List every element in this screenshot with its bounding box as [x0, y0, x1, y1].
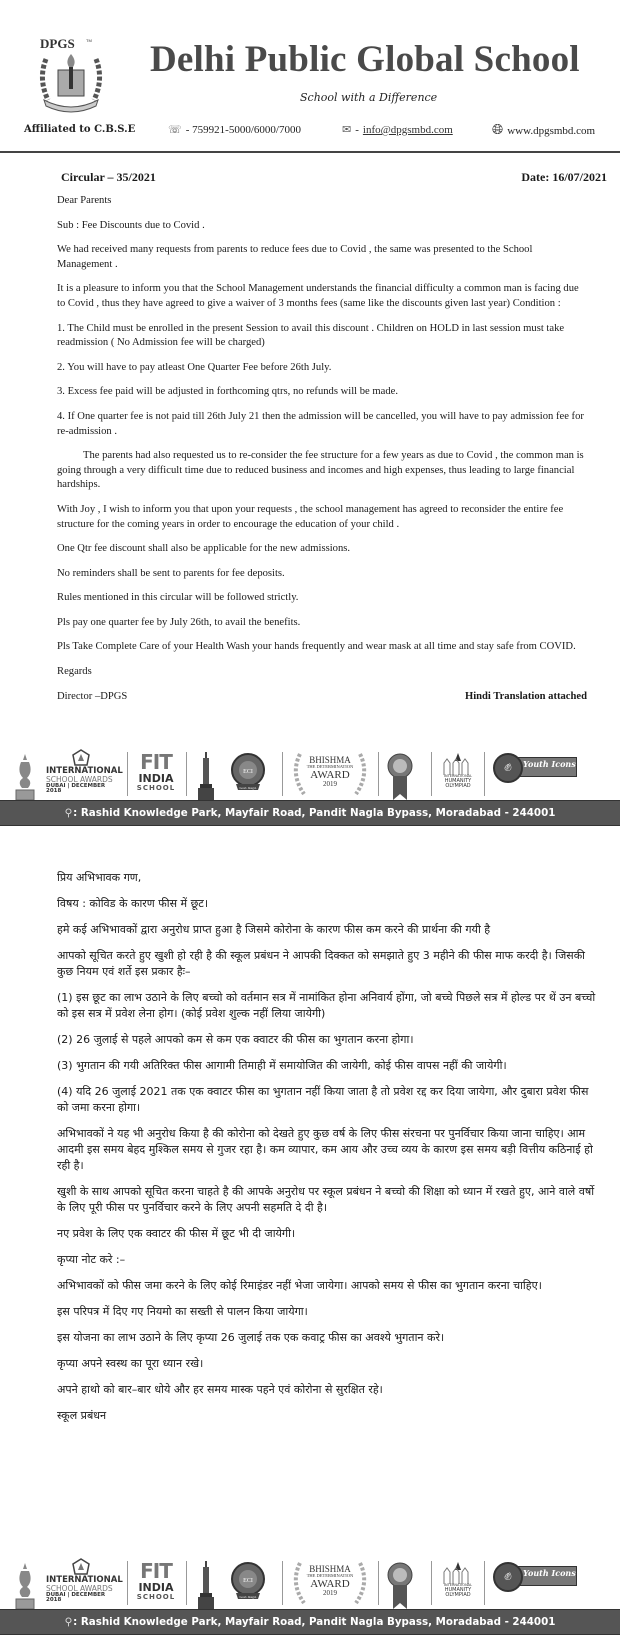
hindi-condition: (1) इस छूट का लाभ उठाने के लिए बच्चो को वर्तमान सत्र में नामांकित होना अनिवार्य होंगा, जो बच्चे पिछले सत्र में होल्ड पर थें उन बच्चो को इस सत्र में प्रवेश लेना होग। (कोई प्रवेश शुल्क नहीं लिया जायेगी)	[57, 991, 596, 1020]
divider	[484, 1561, 485, 1605]
hindi-note: अभिभावकों को फीस जमा करने के लिए कोई रिमाइंडर नहीं भेजा जायेगा। आपको समय से फीस का भुगतान करना चाहिए।	[57, 1279, 542, 1292]
hindi-condition: (3) भुगतान की गयी अतिरिक्त फीस आगामी तिमाही में समायोजित की जायेगी, कोई फीस वापस नहीं की जायेगी।	[57, 1059, 507, 1072]
paragraph: Pls pay one quarter fee by July 26th, to avail the benefits.	[57, 616, 301, 628]
condition-item: 2. You will have to pay atleast One Quarter Fee before 26th July.	[57, 361, 332, 373]
award-text: HUMANITY	[444, 777, 472, 784]
subject: Sub : Fee Discounts due to Covid .	[57, 219, 205, 231]
signatory: Director –DPGS	[57, 690, 128, 702]
eci-text: ECI	[243, 1578, 253, 1584]
address-bar	[0, 800, 620, 826]
award-text: HUMANITY	[444, 1586, 472, 1593]
statue-trophy-icon	[196, 742, 216, 802]
paragraph: It is a pleasure to inform you that the School Management understands the financial difficulty a common man is facing due to Covid , thus they have agreed to give a waiver of 3 months fees (same like the discounts given last year) Condition :	[57, 283, 579, 309]
bhishma-award-logo	[290, 1551, 370, 1611]
hindi-salutation: प्रिय अभिभावक गण,	[57, 871, 142, 884]
hindi-note: इस योजना का लाभ उठाने के लिए कृप्या 26 जुलाई तक एक कवाट्र फीस का अवश्ये भुगतान करे।	[57, 1331, 445, 1344]
hindi-condition: (2) 26 जुलाई से पहले आपको कम से कम एक क्वाटर की फीस का भुगतान करना होगा।	[57, 1033, 414, 1046]
hindi-subject: विषय : कोविड के कारण फीस में छूट।	[57, 897, 208, 910]
paragraph: We had received many requests from parents to reduce fees due to Covid , the same was presented to the School Management .	[57, 244, 533, 270]
contact-row	[0, 124, 620, 140]
logo-tm: TM	[86, 38, 92, 43]
award-text: INTERNATIONAL	[46, 765, 123, 776]
award-text: 2019	[323, 1588, 337, 1597]
award-text: FIT	[140, 1559, 172, 1584]
youth-icons-logo	[493, 742, 577, 802]
medal-ribbon-icon	[386, 1551, 414, 1611]
logo-text: DPGS	[40, 36, 75, 51]
eci-sub-text: Govt. Regd.	[239, 1595, 257, 1599]
international-school-awards-logo	[46, 1551, 123, 1611]
fit-india-logo	[134, 742, 178, 802]
affiliation: Affiliated to C.B.S.E	[24, 124, 136, 135]
school-name: Delhi Public Global School	[150, 39, 580, 80]
humanity-olympiad-logo	[440, 1551, 476, 1611]
condition-item: 4. If One quarter fee is not paid till 26th July 21 then the admission will be cancelled, you will have to pay admission fee for re-admission .	[57, 410, 584, 437]
divider	[186, 752, 187, 796]
fist-icon: ✊︎	[493, 753, 523, 783]
statue-trophy-icon	[196, 1551, 216, 1611]
award-text: SCHOOL AWARDS	[46, 774, 113, 784]
award-text: FIT	[140, 750, 172, 775]
divider	[282, 1561, 283, 1605]
youth-icons-logo	[493, 1551, 577, 1611]
paragraph: Pls Take Complete Care of your Health Wash your hands frequently and wear mask at all time and stay safe from COVID.	[57, 641, 576, 653]
paragraph: Rules mentioned in this circular will be followed strictly.	[57, 592, 299, 604]
star-emblem-icon	[72, 1558, 90, 1576]
divider	[378, 1561, 379, 1605]
email-contact	[342, 124, 453, 136]
school-tagline: School with a Difference	[300, 91, 438, 104]
award-text: Youth Icons	[523, 759, 576, 769]
award-text: SCHOOL	[136, 1592, 176, 1601]
award-text: INTERNATIONAL	[443, 1582, 473, 1587]
divider	[127, 1561, 128, 1605]
divider	[378, 752, 379, 796]
closing: Regards	[57, 666, 92, 678]
circular-title-row	[57, 170, 607, 186]
award-text: DUBAI | DECEMBER 2018	[46, 1591, 106, 1604]
hindi-note: अपने हाथो को बार–बार धोये और हर समय मास्क पहने एवं कोरोना से सुरक्षित रहे।	[57, 1383, 383, 1396]
email-link[interactable]: info@dpgsmbd.com	[362, 124, 453, 136]
telephone-icon: ☏	[168, 123, 182, 136]
paragraph: No reminders shall be sent to parents for fee deposits.	[57, 567, 285, 579]
international-school-awards-logo	[46, 742, 123, 802]
bhishma-award-logo	[290, 742, 370, 802]
star-emblem-icon	[72, 749, 90, 767]
trophy-icon	[12, 1551, 38, 1611]
paragraph: With Joy , I wish to inform you that upon your requests , the school management has agreed to reconsider the entire fee structure for the coming years in order to encourage the education of your child .	[57, 503, 564, 530]
award-text: INDIA	[138, 1581, 174, 1595]
condition-item: 3. Excess fee paid will be adjusted in forthcoming qtrs, no refunds will be made.	[57, 386, 398, 398]
award-text: BHISHMA	[309, 755, 351, 766]
paragraph: One Qtr fee discount shall also be applicable for the new admissions.	[57, 543, 351, 555]
award-text: THE DETERMINATION	[306, 1573, 354, 1579]
website-link[interactable]: www.dpgsmbd.com	[507, 125, 596, 137]
divider	[186, 1561, 187, 1605]
divider	[431, 752, 432, 796]
phone-number: - 759921-5000/6000/7000	[185, 124, 301, 136]
award-text: SCHOOL AWARDS	[46, 1583, 113, 1593]
hindi-condition: (4) यदि 26 जुलाई 2021 तक एक क्वाटर फीस का भुगतान नहीं किया जाता है तो प्रवेश रद्द कर दिया जायेगा, और दुबारा प्रवेश फीस को जमा करना होगा।	[57, 1085, 589, 1114]
award-text: OLYMPIAD	[445, 782, 471, 789]
trophy-icon	[12, 742, 38, 802]
award-text: INTERNATIONAL	[443, 773, 473, 778]
english-circular	[57, 170, 607, 705]
award-text: THE DETERMINATION	[306, 764, 354, 770]
award-text: BHISHMA	[309, 1564, 351, 1575]
award-text: 2019	[323, 779, 337, 788]
envelope-icon: ✉	[342, 123, 352, 136]
hindi-note: कृप्या अपने स्वस्थ का पूरा ध्यान रखे।	[57, 1357, 204, 1370]
hindi-paragraph: हमे कई अभिभावकों द्वारा अनुरोध प्राप्त हुआ है जिसमे कोरोना के कारण फीस कम करने की प्रार्थना की गयी है	[57, 923, 491, 936]
hindi-paragraph: अभिभावकों ने यह भी अनुरोध किया है की कोरोना को देखते हुए कुछ वर्ष के लिए फीस संरचना पर पुनर्विचार किया जाना चाहिए। आम आदमी इस समय बेहद मुश्किल समय से गुजर रहा है। कम व्यापार, कम आय और उच्च व्यय के कारण इस समय बड़ी वित्तीय कठिनाई हो रही है।	[57, 1127, 593, 1172]
award-text: AWARD	[310, 1577, 350, 1590]
condition-item: 1. The Child must be enrolled in the present Session to avail this discount . Children on HOLD in last session must take readmission ( No Admission fee will be charged)	[57, 322, 565, 349]
translation-note: Hindi Translation attached	[464, 690, 587, 702]
hindi-translation	[57, 870, 597, 1424]
award-text: Youth Icons	[523, 1568, 576, 1578]
location-pin-icon: ⚲	[64, 1616, 73, 1628]
award-text: SCHOOL	[136, 783, 176, 792]
eci-text: ECI	[243, 769, 253, 775]
award-text: OLYMPIAD	[445, 1591, 471, 1598]
eci-seal-icon	[228, 1551, 268, 1611]
hindi-signatory: स्कूल प्रबंधन	[57, 1409, 107, 1422]
award-text: INTERNATIONAL	[46, 1574, 123, 1585]
medal-ribbon-icon	[386, 742, 414, 802]
letterhead	[0, 0, 620, 152]
hindi-note: इस परिपत्र में दिए गए नियमो का सख्ती से पालन किया जायेगा।	[57, 1305, 308, 1318]
signature-row	[57, 690, 587, 705]
website-contact	[492, 124, 595, 138]
phone-contact	[168, 124, 301, 136]
divider	[431, 1561, 432, 1605]
globe-icon: 🌐︎	[492, 123, 504, 138]
fit-india-logo	[134, 1551, 178, 1611]
award-text: INDIA	[138, 772, 174, 786]
hindi-paragraph: आपको सूचित करते हुए खुशी हो रही है की स्कूल प्रबंधन ने आपकी दिक्कत को समझाते हुए 3 महीने की फीस माफ करदी है। जिसकी कुछ नियम एवं शर्ते इस प्रकार हैः–	[57, 949, 586, 978]
school-logo	[34, 34, 108, 116]
award-text: AWARD	[310, 768, 350, 781]
paragraph: The parents had also requested us to re-consider the fee structure for a few years as due to Covid , the common man is going through a very difficult time due to reduced business and incomes and high expenses, thus leading to large financial hardships.	[57, 450, 584, 491]
awards-strip	[0, 1551, 620, 1613]
address-text: : Rashid Knowledge Park, Mayfair Road, Pandit Nagla Bypass, Moradabad - 244001	[73, 807, 556, 819]
address-text: : Rashid Knowledge Park, Mayfair Road, Pandit Nagla Bypass, Moradabad - 244001	[73, 1616, 556, 1628]
circular-date: Date: 16/07/2021	[521, 170, 607, 184]
header-divider	[0, 151, 620, 153]
award-text: DUBAI | DECEMBER 2018	[46, 782, 106, 795]
eci-sub-text: Govt. Regd.	[239, 786, 257, 790]
salutation: Dear Parents	[57, 195, 112, 206]
hindi-note-heading: कृप्या नोट करे :–	[57, 1253, 126, 1266]
awards-strip	[0, 742, 620, 804]
eci-seal-icon	[228, 742, 268, 802]
circular-number: Circular – 35/2021	[61, 170, 156, 184]
email-prefix: -	[355, 124, 359, 136]
hindi-paragraph: खुशी के साथ आपको सूचित करना चाहते है की आपके अनुरोध पर स्कूल प्रबंधन ने बच्चो की शिक्षा को ध्यान में रखते हुए, आने वाले वर्षो के लिए पूरी फीस पर पुनर्विचार करने के लिए अपनी सहमति दे दी है।	[57, 1185, 595, 1214]
divider	[127, 752, 128, 796]
hindi-paragraph: नए प्रवेश के लिए एक क्वाटर की फीस में छूट भी दी जायेगी।	[57, 1227, 296, 1240]
address-bar	[0, 1609, 620, 1635]
divider	[282, 752, 283, 796]
humanity-olympiad-logo	[440, 742, 476, 802]
fist-icon: ✊︎	[493, 1562, 523, 1592]
divider	[484, 752, 485, 796]
location-pin-icon: ⚲	[64, 807, 73, 819]
